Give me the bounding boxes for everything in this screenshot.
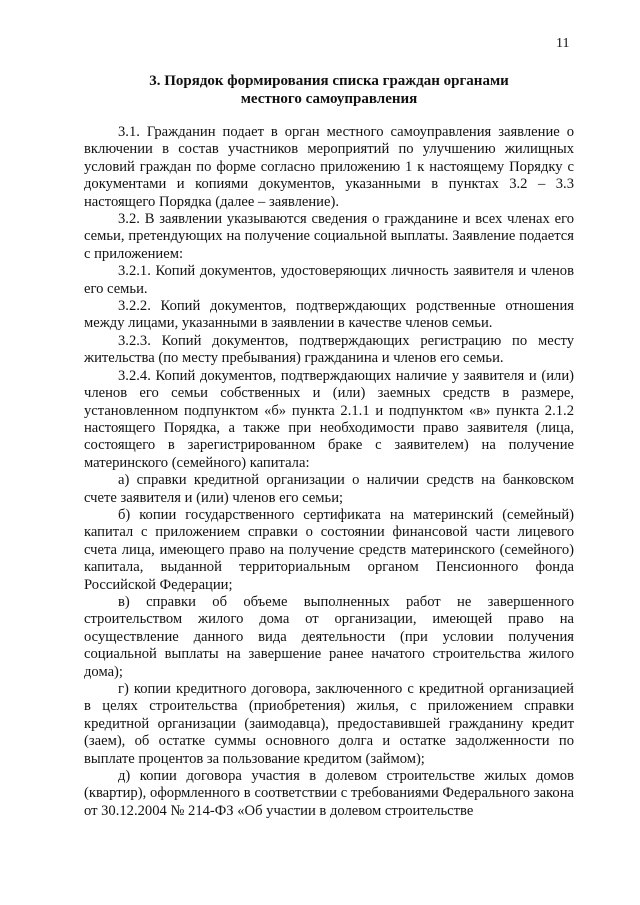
paragraph-item-d: д) копии договора участия в долевом строительстве жилых домов (квартир), оформленного в соответствии с требованиями Федерального закона от 30.12.2004 № 214-ФЗ «Об участии в долевом строительстве xyxy=(84,768,574,819)
paragraph-3-2-2: 3.2.2. Копий документов, подтверждающих родственные отношения между лицами, указанными в заявлении в качестве членов семьи. xyxy=(84,298,574,332)
paragraph-item-v: в) справки об объеме выполненных работ не завершенного строительством жилого дома от организации, имеющей право на осуществление данного вида деятельности (при условии получения социальной выплаты на завершение ранее начатого строительства жилого дома); xyxy=(84,593,574,680)
body-text xyxy=(84,124,574,820)
paragraph-item-a: а) справки кредитной организации о наличии средств на банковском счете заявителя и (или) членов его семьи; xyxy=(84,472,574,506)
heading-line-2: местного самоуправления xyxy=(240,91,418,107)
paragraph-3-2-3: 3.2.3. Копий документов, подтверждающих регистрацию по месту жительства (по месту пребывания) гражданина и членов его семьи. xyxy=(84,332,574,367)
paragraph-3-2: 3.2. В заявлении указываются сведения о гражданине и всех членах его семьи, претендующих на получение социальной выплаты. Заявление подается с приложением: xyxy=(84,211,574,262)
page-number: 11 xyxy=(556,36,570,51)
paragraph-3-1: 3.1. Гражданин подает в орган местного самоуправления заявление о включении в состав участников мероприятий по улучшению жилищных условий граждан по форме согласно приложению 1 к настоящему Порядку с документами и копиями документов, указанными в пунктах 3.2 – 3.3 настоящего Порядка (далее – заявление). xyxy=(84,124,574,210)
paragraph-item-b: б) копии государственного сертификата на материнский (семейный) капитал с приложением справки о состоянии финансовой части лицевого счета лица, имеющего право на получение средств материнского (семейного) капитала, выданной территориальным органом Пенсионного фонда Российской Федерации; xyxy=(84,506,574,593)
paragraph-item-g: г) копии кредитного договора, заключенного с кредитной организацией в целях строительства (приобретения) жилья, с приложением справки кредитной организации (заимодавца), предоставившей гражданину кредит (заем), об остатке суммы основного долга и остатке задолженности по выплате процентов за пользование кредитом (займом); xyxy=(84,681,574,767)
paragraph-3-2-1: 3.2.1. Копий документов, удостоверяющих личность заявителя и членов его семьи. xyxy=(84,263,574,297)
paragraph-3-2-4: 3.2.4. Копий документов, подтверждающих наличие у заявителя и (или) членов его семьи собственных и (или) заемных средств в размере, установленном подпунктом «б» пункта 2.1.1 и подпунктом «в» пункта 2.1.2 настоящего Порядка, а также при необходимости право заявителя (лица, состоящего в зарегистрированном браке с заявителем) на получение материнского (семейного) капитала: xyxy=(84,367,574,471)
heading-line-1: 3. Порядок формирования списка граждан органами xyxy=(149,73,509,89)
section-heading xyxy=(84,72,574,108)
